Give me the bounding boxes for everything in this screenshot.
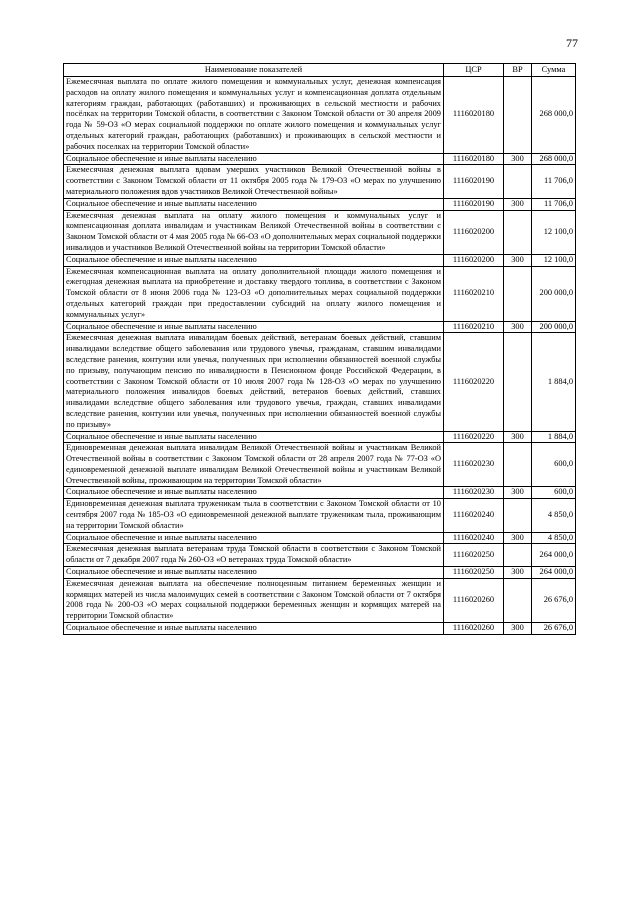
table-row [64,333,576,431]
page-number: 77 [566,36,578,50]
table-row [64,499,576,532]
cell-sum: 12 100,0 [532,210,576,254]
cell-name: Ежемесячная денежная выплата инвалидам боевых действий, ветеранам боевых действий, ставшим инвалидами вследствие общего заболевания или трудового увечья, гражданам, ставшим инвалидами вследствие ранения, контузии или увечья, полученных при исполнении обязанностей военной службы по призыву, получающим пенсию по инвалидности в Пенсионном фонде Российской Федерации, в соответствии с Законом Томской области от 10 июля 2007 года № 128-ОЗ «О мерах по улучшению материального положения инвалидов боевых действий, ветеранов боевых действий, ставших инвалидами вследствие общего заболевания или трудового увечья, граждан, ставших инвалидами вследствие ранения, контузии или увечья, полученных при исполнении обязанностей военной службы по призыву» [64,333,444,431]
cell-name: Социальное обеспечение и иные выплаты населению [64,623,444,635]
cell-vr [504,499,532,532]
cell-vr: 300 [504,623,532,635]
table-row-subitem [64,431,576,443]
table-row [64,443,576,487]
column-header-csr: ЦСР [444,64,504,77]
cell-csr: 1116020220 [444,333,504,431]
cell-sum: 264 000,0 [532,544,576,567]
cell-vr: 300 [504,153,532,165]
cell-name: Единовременная денежная выплата труженикам тыла в соответствии с Законом Томской области от 10 сентября 2007 года № 185-ОЗ «О единовременной денежной выплате труженикам тыла, проживающим на территории Томской области» [64,499,444,532]
cell-vr [504,578,532,622]
cell-sum: 26 676,0 [532,578,576,622]
cell-vr: 300 [504,198,532,210]
cell-sum: 600,0 [532,487,576,499]
cell-csr: 1116020210 [444,321,504,333]
cell-name: Социальное обеспечение и иные выплаты населению [64,532,444,544]
cell-vr [504,266,532,321]
table-row-subitem [64,254,576,266]
cell-name: Ежемесячная денежная выплата вдовам умерших участников Великой Отечественной войны в соответствии с Законом Томской области от 11 октября 2005 года № 179-ОЗ «О мерах по улучшению материального положения вдов участников Великой Отечественной войны» [64,165,444,198]
cell-vr [504,77,532,154]
cell-name: Социальное обеспечение и иные выплаты населению [64,321,444,333]
table-row [64,578,576,622]
cell-sum: 200 000,0 [532,321,576,333]
cell-sum: 600,0 [532,443,576,487]
cell-name: Социальное обеспечение и иные выплаты населению [64,254,444,266]
cell-csr: 1116020200 [444,210,504,254]
cell-vr [504,165,532,198]
cell-csr: 1116020190 [444,198,504,210]
table-row-subitem [64,487,576,499]
budget-table [63,63,576,635]
cell-csr: 1116020210 [444,266,504,321]
cell-csr: 1116020180 [444,77,504,154]
table-row-subitem [64,532,576,544]
cell-name: Социальное обеспечение и иные выплаты населению [64,567,444,579]
table-row-subitem [64,567,576,579]
cell-vr: 300 [504,254,532,266]
cell-sum: 4 850,0 [532,499,576,532]
cell-vr [504,544,532,567]
cell-vr [504,443,532,487]
cell-csr: 1116020180 [444,153,504,165]
table-row [64,77,576,154]
cell-vr: 300 [504,532,532,544]
cell-sum: 1 884,0 [532,431,576,443]
cell-csr: 1116020260 [444,623,504,635]
header-row [64,64,576,77]
cell-csr: 1116020230 [444,487,504,499]
table-header [64,64,576,77]
cell-vr [504,210,532,254]
table-row-subitem [64,153,576,165]
cell-name: Социальное обеспечение и иные выплаты населению [64,153,444,165]
cell-csr: 1116020260 [444,578,504,622]
table-body [64,77,576,635]
cell-sum: 200 000,0 [532,266,576,321]
cell-csr: 1116020200 [444,254,504,266]
cell-csr: 1116020240 [444,532,504,544]
column-header-name: Наименование показателей [64,64,444,77]
cell-name: Социальное обеспечение и иные выплаты населению [64,431,444,443]
cell-vr [504,333,532,431]
cell-sum: 264 000,0 [532,567,576,579]
cell-vr: 300 [504,567,532,579]
cell-sum: 12 100,0 [532,254,576,266]
cell-csr: 1116020240 [444,499,504,532]
table-row [64,210,576,254]
cell-name: Социальное обеспечение и иные выплаты населению [64,487,444,499]
table-row [64,266,576,321]
cell-name: Ежемесячная компенсационная выплата на оплату дополнительной площади жилого помещения и ежегодная денежная выплата на приобретение и доставку твердого топлива, в соответствии с Законом Томской области от 8 июня 2006 года № 123-ОЗ «О дополнительных мерах социальной поддержки отдельных категорий граждан при предоставлении субсидий на оплату жилого помещения и коммунальных услуг» [64,266,444,321]
table-row [64,165,576,198]
cell-name: Ежемесячная денежная выплата на обеспечение полноценным питанием беременных женщин и кормящих матерей из числа малоимущих семей в соответствии с Законом Томской области от 7 октября 2008 года № 200-ОЗ «О мерах социальной поддержки беременных женщин и кормящих матерей на территории Томской области» [64,578,444,622]
cell-csr: 1116020230 [444,443,504,487]
table-row [64,544,576,567]
cell-name: Ежемесячная денежная выплата ветеранам труда Томской области в соответствии с Законом Томской области от 7 декабря 2007 года № 260-ОЗ «О ветеранах труда Томской области» [64,544,444,567]
cell-vr: 300 [504,487,532,499]
cell-sum: 11 706,0 [532,198,576,210]
cell-sum: 268 000,0 [532,77,576,154]
column-header-vr: ВР [504,64,532,77]
cell-csr: 1116020220 [444,431,504,443]
cell-vr: 300 [504,321,532,333]
table-row-subitem [64,321,576,333]
cell-csr: 1116020250 [444,567,504,579]
cell-sum: 1 884,0 [532,333,576,431]
table-row-subitem [64,623,576,635]
cell-name: Ежемесячная денежная выплата на оплату жилого помещения и коммунальных услуг и компенсационная доплата инвалидам и участникам Великой Отечественной войны в соответствии с Законом Томской области от 4 мая 2005 года № 66-ОЗ «О дополнительных мерах социальной поддержки инвалидов и участников Великой Отечественной войны на территории Томской области» [64,210,444,254]
cell-name: Социальное обеспечение и иные выплаты населению [64,198,444,210]
cell-name: Ежемесячная выплата по оплате жилого помещения и коммунальных услуг, денежная компенсация расходов на оплату жилого помещения и коммунальных услуг и компенсационная доплата отдельным категориям граждан, работающих (работавших) и проживающих в сельской местности и рабочих посёлках на территории Томской области, в соответствии с Законом Томской области от 30 апреля 2009 года № 59-ОЗ «О мерах социальной поддержки по оплате жилого помещения и коммунальных услуг отдельных категорий граждан, работающих (работавших) и проживающих в сельской местности и рабочих поселках на территории Томской области» [64,77,444,154]
cell-vr: 300 [504,431,532,443]
cell-sum: 26 676,0 [532,623,576,635]
cell-csr: 1116020250 [444,544,504,567]
cell-csr: 1116020190 [444,165,504,198]
cell-sum: 4 850,0 [532,532,576,544]
cell-name: Единовременная денежная выплата инвалидам Великой Отечественной войны и участникам Великой Отечественной войны в соответствии с Законом Томской области от 28 апреля 2007 года № 77-ОЗ «О единовременной денежной выплате инвалидам Великой Отечественной войны и участникам Великой Отечественной войны, проживающим на территории Томской области» [64,443,444,487]
column-header-sum: Сумма [532,64,576,77]
cell-sum: 268 000,0 [532,153,576,165]
cell-sum: 11 706,0 [532,165,576,198]
table-row-subitem [64,198,576,210]
